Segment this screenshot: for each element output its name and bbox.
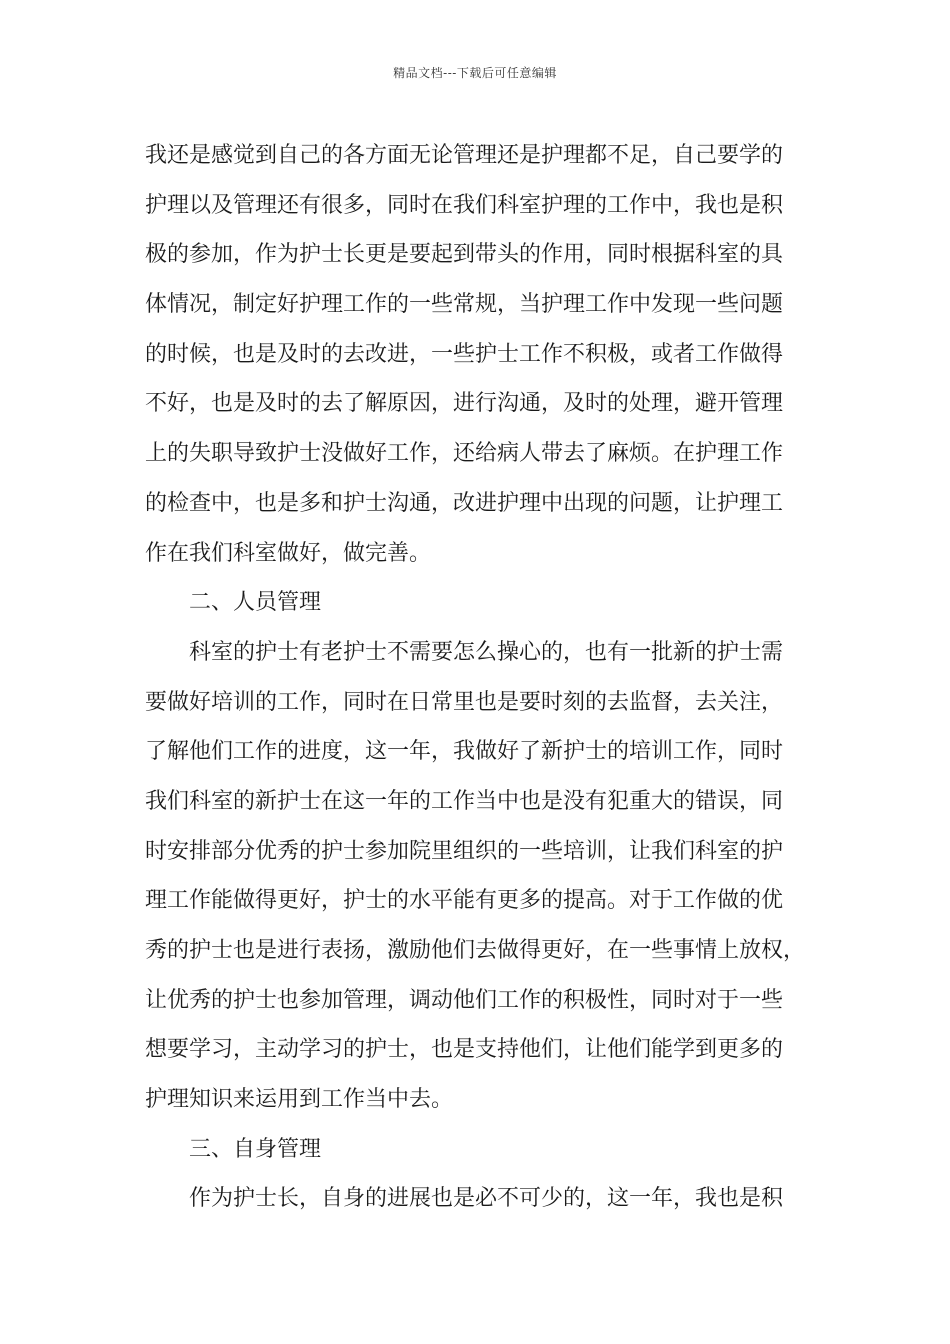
paragraph-first-line: 作为护士长，自身的进展也是必不可少的，这一年，我也是积	[189, 1186, 784, 1212]
body-line: 护理以及管理还有很多，同时在我们科室护理的工作中，我也是积	[145, 192, 784, 218]
body-line: 理工作能做得更好，护士的水平能有更多的提高。对于工作做的优	[145, 888, 784, 914]
body-line: 上的失职导致护士没做好工作，还给病人带去了麻烦。在护理工作	[145, 441, 784, 467]
paragraph-first-line: 科室的护士有老护士不需要怎么操心的，也有一批新的护士需	[189, 639, 784, 665]
body-line: 不好，也是及时的去了解原因，进行沟通，及时的处理，避开管理	[145, 391, 784, 417]
body-line: 要做好培训的工作，同时在日常里也是要时刻的去监督，去关注，	[145, 689, 784, 715]
body-line: 护理知识来运用到工作当中去。	[145, 1087, 454, 1113]
body-line: 极的参加，作为护士长更是要起到带头的作用，同时根据科室的具	[145, 242, 784, 268]
body-line: 我还是感觉到自己的各方面无论管理还是护理都不足，自己要学的	[145, 143, 784, 168]
body-line: 体情况，制定好护理工作的一些常规，当护理工作中发现一些问题	[145, 292, 784, 318]
body-line: 的时候，也是及时的去改进，一些护士工作不积极，或者工作做得	[145, 341, 784, 367]
document-body	[145, 131, 825, 1224]
body-line: 想要学习，主动学习的护士，也是支持他们，让他们能学到更多的	[145, 1037, 784, 1063]
section-heading: 三、自身管理	[189, 1136, 322, 1162]
body-line: 秀的护士也是进行表扬，激励他们去做得更好，在一些事情上放权，	[145, 938, 806, 963]
body-line: 作在我们科室做好，做完善。	[145, 540, 432, 566]
body-line: 的检查中，也是多和护士沟通，改进护理中出现的问题，让护理工	[145, 490, 784, 516]
section-heading: 二、人员管理	[189, 590, 322, 616]
body-line: 了解他们工作的进度，这一年，我做好了新护士的培训工作，同时	[145, 739, 784, 765]
body-line: 让优秀的护士也参加管理，调动他们工作的积极性，同时对于一些	[145, 987, 784, 1013]
body-line: 时安排部分优秀的护士参加院里组织的一些培训，让我们科室的护	[145, 838, 784, 864]
page-header: 精品文档---下载后可任意编辑	[393, 66, 557, 80]
body-line: 我们科室的新护士在这一年的工作当中也是没有犯重大的错误，同	[145, 788, 784, 814]
